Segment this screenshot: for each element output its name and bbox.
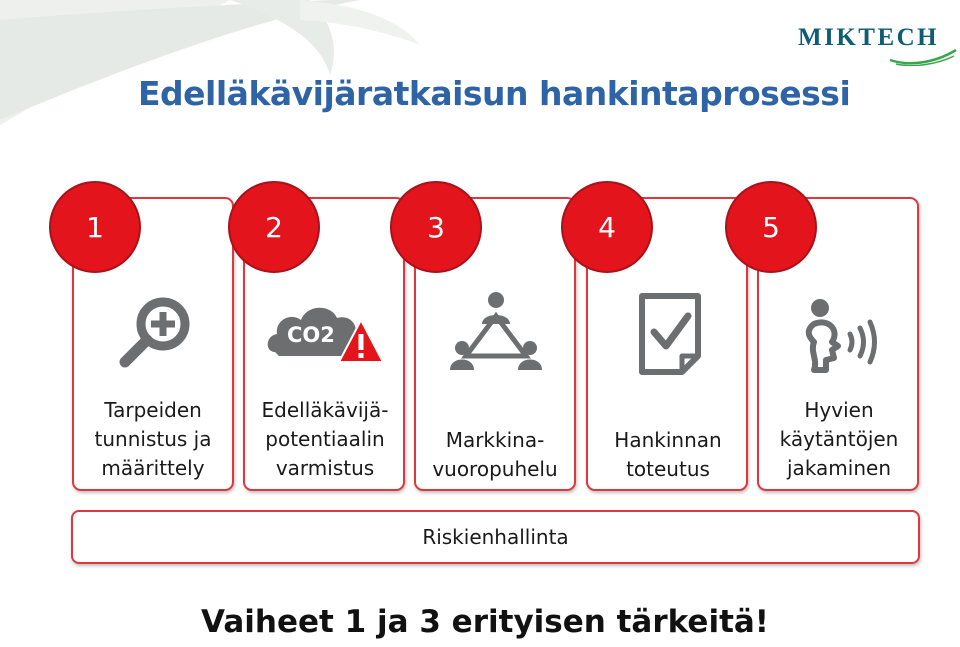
- step-4-number: 4: [561, 181, 653, 273]
- step-5-label: Hyvien käytäntöjen jakaminen: [779, 398, 899, 480]
- risk-management-bar: [71, 510, 920, 564]
- miktech-logo: [798, 24, 960, 68]
- co2-text: CO2: [287, 323, 335, 347]
- step-2-number: 2: [228, 181, 320, 273]
- co2-warning-icon: [265, 290, 385, 380]
- step-3-label: Markkina- vuoropuhelu: [432, 428, 558, 481]
- logo-text: MIKTECH: [798, 24, 940, 51]
- footer-note: Vaiheet 1 ja 3 erityisen tärkeitä!: [201, 604, 769, 640]
- page-title: Edelläkävijäratkaisun hankintaprosessi: [138, 74, 851, 113]
- logo-swoosh-icon: [888, 46, 958, 66]
- step-3-number: 3: [390, 181, 482, 273]
- people-network-icon: [436, 290, 556, 380]
- step-2-label: Edelläkävijä- potentiaalin varmistus: [261, 398, 389, 480]
- speaking-head-icon: [780, 290, 900, 380]
- risk-management-label: Riskienhallinta: [422, 525, 569, 549]
- step-4-label: Hankinnan toteutus: [614, 428, 722, 481]
- step-5-number: 5: [725, 181, 817, 273]
- step-1-label: Tarpeiden tunnistus ja määrittely: [94, 398, 212, 480]
- document-check-icon: [610, 290, 730, 380]
- step-1-number: 1: [49, 181, 141, 273]
- magnifier-plus-icon: [93, 290, 213, 380]
